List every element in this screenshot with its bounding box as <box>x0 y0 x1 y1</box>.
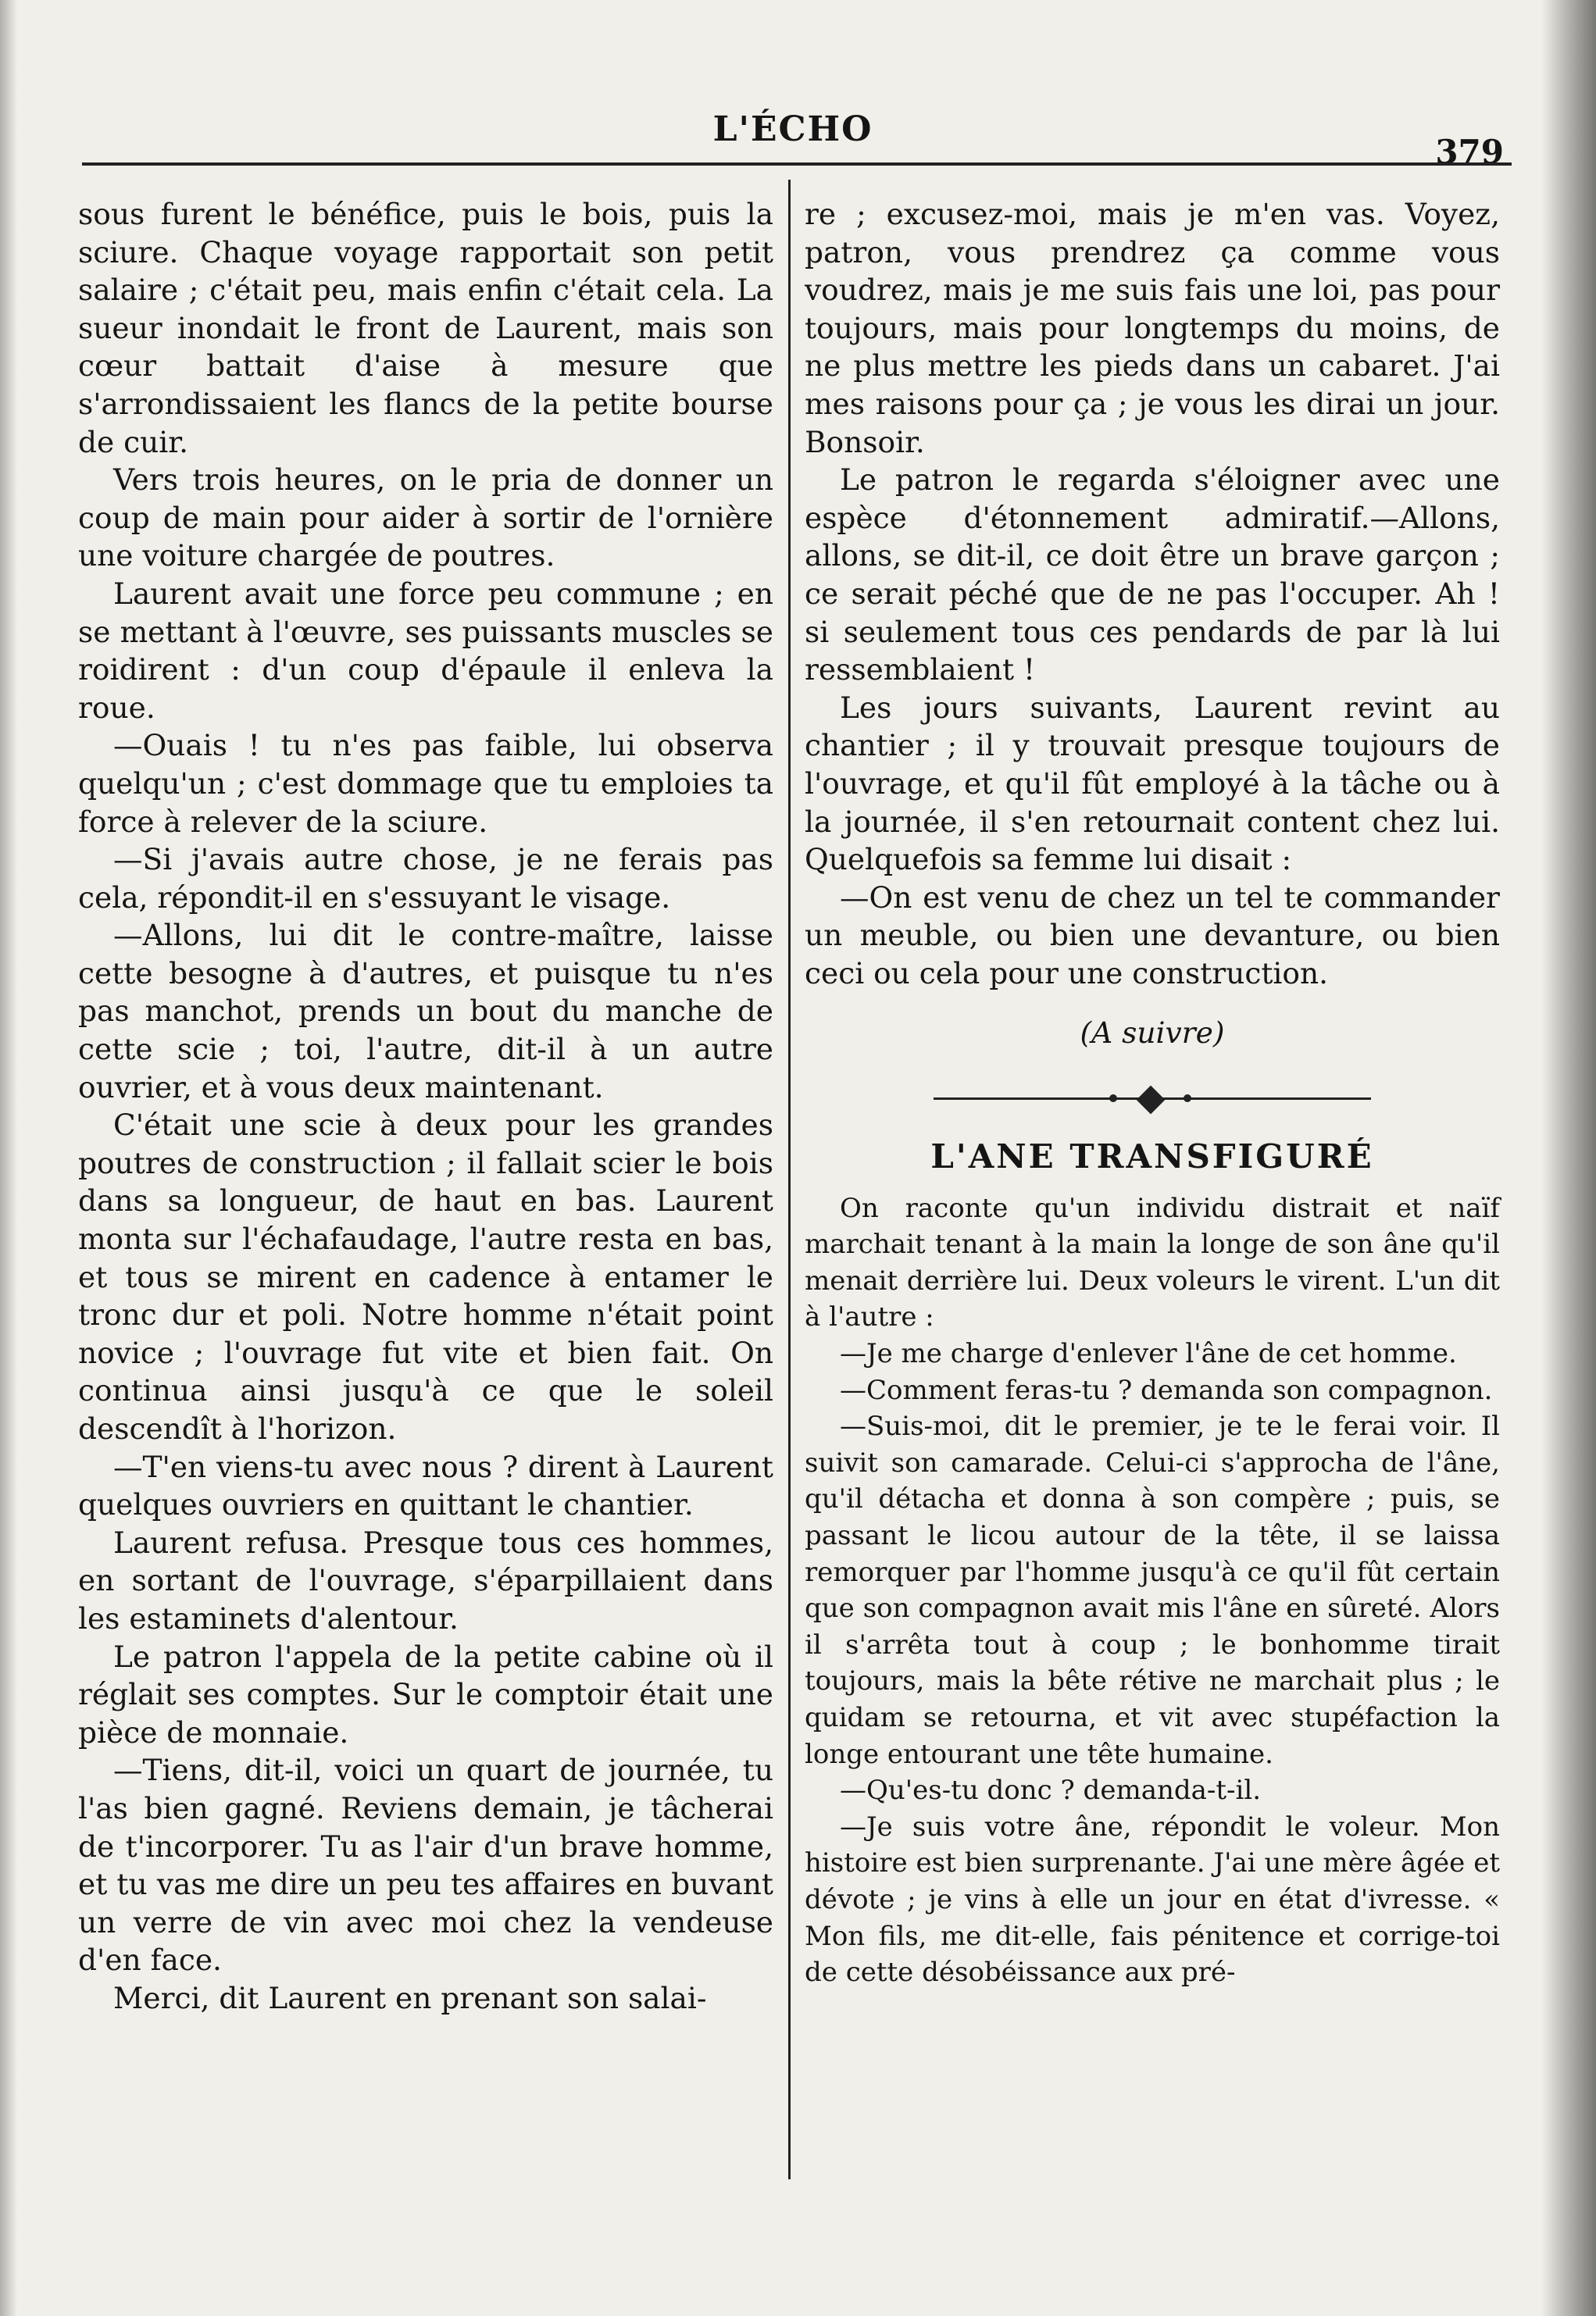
header-rule <box>82 162 1512 166</box>
page-number: 379 <box>1435 133 1504 171</box>
paragraph: —T'en viens-tu avec nous ? dirent à Laurent quelques ouvriers en quittant le chantier. <box>78 1449 773 1522</box>
ornament-dot <box>1184 1094 1191 1102</box>
paragraph: Les jours suivants, Laurent revint au chantier ; il y trouvait presque toujours de l'ouvrage, et qu'il fût employé à la tâche ou à la journée, il s'en retournait content chez lui. Quelquefois sa femme lui disait : <box>805 690 1500 877</box>
paragraph: sous furent le bénéfice, puis le bois, puis la sciure. Chaque voyage rapportait son petit salaire ; c'était peu, mais enfin c'était cela. La sueur inondait le front de Laurent, mais son cœur battait d'aise à mesure que s'arrondissaient les flancs de la petite bourse de cuir. <box>78 197 773 459</box>
page-edge-shadow-left <box>0 0 17 2316</box>
paragraph: —Allons, lui dit le contre-maître, laisse cette besogne à d'autres, et puisque tu n'es pas manchot, prends un bout du manche de cette scie ; toi, l'autre, dit-il à un autre ouvrier, et à vous deux maintenant. <box>78 918 773 1104</box>
paragraph: —Je me charge d'enlever l'âne de cet homme. <box>840 1338 1457 1370</box>
ornament-dot <box>1109 1094 1117 1102</box>
column-divider <box>788 180 791 2179</box>
right-column <box>805 195 1500 1991</box>
section-body <box>805 1190 1500 1991</box>
section-separator-ornament <box>934 1083 1371 1115</box>
paragraph: Vers trois heures, on le pria de donner un coup de main pour aider à sortir de l'ornière une voiture chargée de poutres. <box>78 462 773 573</box>
ornament-diamond <box>1137 1086 1166 1115</box>
paragraph: —Je suis votre âne, répondit le voleur. Mon histoire est bien surprenante. J'ai une mère âgée et dévote ; je vins à elle un jour en état d'ivresse. « Mon fils, me dit-elle, fais pénitence et corrige-toi de cette désobéissance aux pré- <box>805 1811 1500 1989</box>
paragraph: C'était une scie à deux pour les grandes poutres de construction ; il fallait scier le bois dans sa longueur, de haut en bas. Laurent monta sur l'échafaudage, l'autre resta en bas, et tous se mirent en cadence à entamer le tronc dur et poli. Notre homme n'était point novice ; l'ouvrage fut vite et bien fait. On continua ainsi jusqu'à ce que le soleil descendît à l'horizon. <box>78 1108 773 1446</box>
publication-title: L'ÉCHO <box>712 109 873 149</box>
paragraph: —Comment feras-tu ? demanda son compagnon. <box>840 1374 1493 1406</box>
paragraph: Le patron l'appela de la petite cabine où il réglait ses comptes. Sur le comptoir était une pièce de monnaie. <box>78 1639 773 1750</box>
paragraph: Le patron le regarda s'éloigner avec une espèce d'étonnement admiratif.—Allons, allons, se dit-il, ce doit être un brave garçon ; ce serait péché que de ne pas l'occuper. Ah ! si seulement tous ces pendards de par là lui ressemblaient ! <box>805 462 1500 687</box>
paragraph: Laurent avait une force peu commune ; en se mettant à l'œuvre, ses puissants muscles se roidirent : d'un coup d'épaule il enleva la roue. <box>78 576 773 725</box>
page-edge-shadow-right <box>1541 0 1596 2316</box>
paragraph: Laurent refusa. Presque tous ces hommes, en sortant de l'ouvrage, s'éparpillaient dans les estaminets d'alentour. <box>78 1525 773 1636</box>
paragraph: re ; excusez-moi, mais je m'en vas. Voyez, patron, vous prendrez ça comme vous voudrez, mais je me suis fais une loi, pas pour toujours, mais pour longtemps du moins, de ne plus mettre les pieds dans un cabaret. J'ai mes raisons pour ça ; je vous les dirai un jour. Bonsoir. <box>805 197 1500 459</box>
paragraph: On raconte qu'un individu distrait et naïf marchait tenant à la main la longe de son âne qu'il menait derrière lui. Deux voleurs le virent. L'un dit à l'autre : <box>805 1192 1500 1333</box>
running-header <box>82 109 1504 171</box>
section-title: L'ANE TRANSFIGURÉ <box>930 1137 1374 1176</box>
paragraph: —Ouais ! tu n'es pas faible, lui observa quelqu'un ; c'est dommage que tu emploies ta force à relever de la sciure. <box>78 728 773 839</box>
paragraph: —Si j'avais autre chose, je ne ferais pas cela, répondit-il en s'essuyant le visage. <box>78 842 773 915</box>
paragraph: —Suis-moi, dit le premier, je te le ferai voir. Il suivit son camarade. Celui-ci s'approcha de l'âne, qu'il détacha et donna à son compère ; puis, se passant le licou autour de la tête, il se laissa remorquer par l'homme jusqu'à ce qu'il fût certain que son compagnon avait mis l'âne en sûreté. Alors il s'arrêta tout à coup ; le bonhomme tirait toujours, mais la bête rétive ne marchait plus ; le quidam se retourna, et vit avec stupéfaction la longe entourant une tête humaine. <box>805 1411 1500 1770</box>
paragraph: —Tiens, dit-il, voici un quart de journée, tu l'as bien gagné. Reviens demain, je tâcherai de t'incorporer. Tu as l'air d'un brave homme, et tu vas me dire un peu tes affaires en buvant un verre de vin avec moi chez la vendeuse d'en face. <box>78 1753 773 1978</box>
left-column <box>78 195 773 2018</box>
paragraph: —On est venu de chez un tel te commander un meuble, ou bien une devanture, ou bien ceci ou cela pour une construction. <box>805 880 1500 990</box>
paragraph: —Qu'es-tu donc ? demanda-t-il. <box>840 1775 1262 1807</box>
to-be-continued-note: (A suivre) <box>1080 1015 1225 1051</box>
paragraph: Merci, dit Laurent en prenant son salai- <box>113 1980 707 2015</box>
